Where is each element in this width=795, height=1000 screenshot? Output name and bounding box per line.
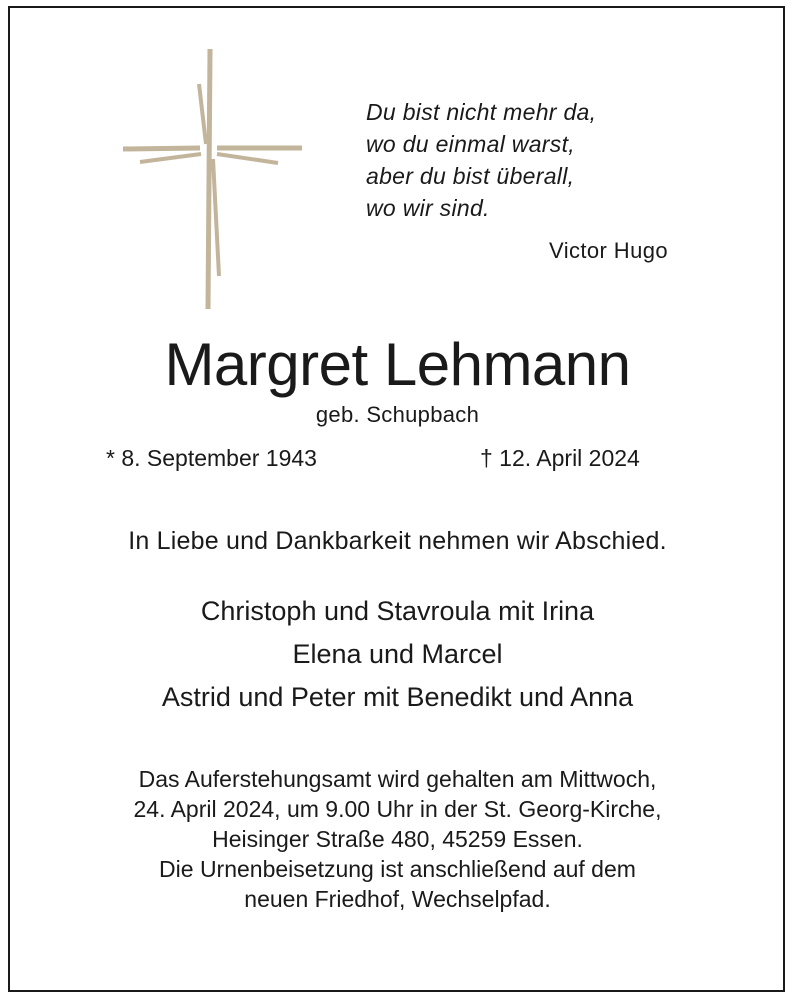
service-line: neuen Friedhof, Wechselpfad. — [244, 886, 551, 912]
quote-line: wo wir sind. — [366, 195, 490, 221]
farewell-text: In Liebe und Dankbarkeit nehmen wir Abschied. — [128, 527, 667, 555]
maiden-name: geb. Schupbach — [315, 402, 480, 427]
service-info — [0, 764, 795, 914]
birth-date: * 8. September 1943 — [106, 445, 317, 471]
service-line: Die Urnenbeisetzung ist anschließend auf dem — [159, 856, 636, 882]
quote-line: wo du einmal warst, — [366, 131, 575, 157]
quote-author: Victor Hugo — [549, 238, 668, 263]
service-line: Heisinger Straße 480, 45259 Essen. — [212, 826, 583, 852]
death-date: † 12. April 2024 — [480, 445, 640, 471]
family-line: Christoph und Stavroula mit Irina — [200, 596, 595, 626]
deceased-name: Margret Lehmann — [164, 331, 631, 398]
family-list — [0, 590, 795, 719]
family-line: Astrid und Peter mit Benedikt und Anna — [161, 682, 634, 712]
service-line: 24. April 2024, um 9.00 Uhr in der St. Georg-Kirche, — [133, 796, 662, 822]
quote-line: aber du bist überall, — [366, 163, 575, 189]
service-line: Das Auferstehungsamt wird gehalten am Mittwoch, — [138, 766, 657, 792]
cross-icon — [120, 44, 310, 314]
quote — [366, 96, 696, 224]
family-line: Elena und Marcel — [292, 639, 503, 669]
quote-line: Du bist nicht mehr da, — [366, 99, 597, 125]
